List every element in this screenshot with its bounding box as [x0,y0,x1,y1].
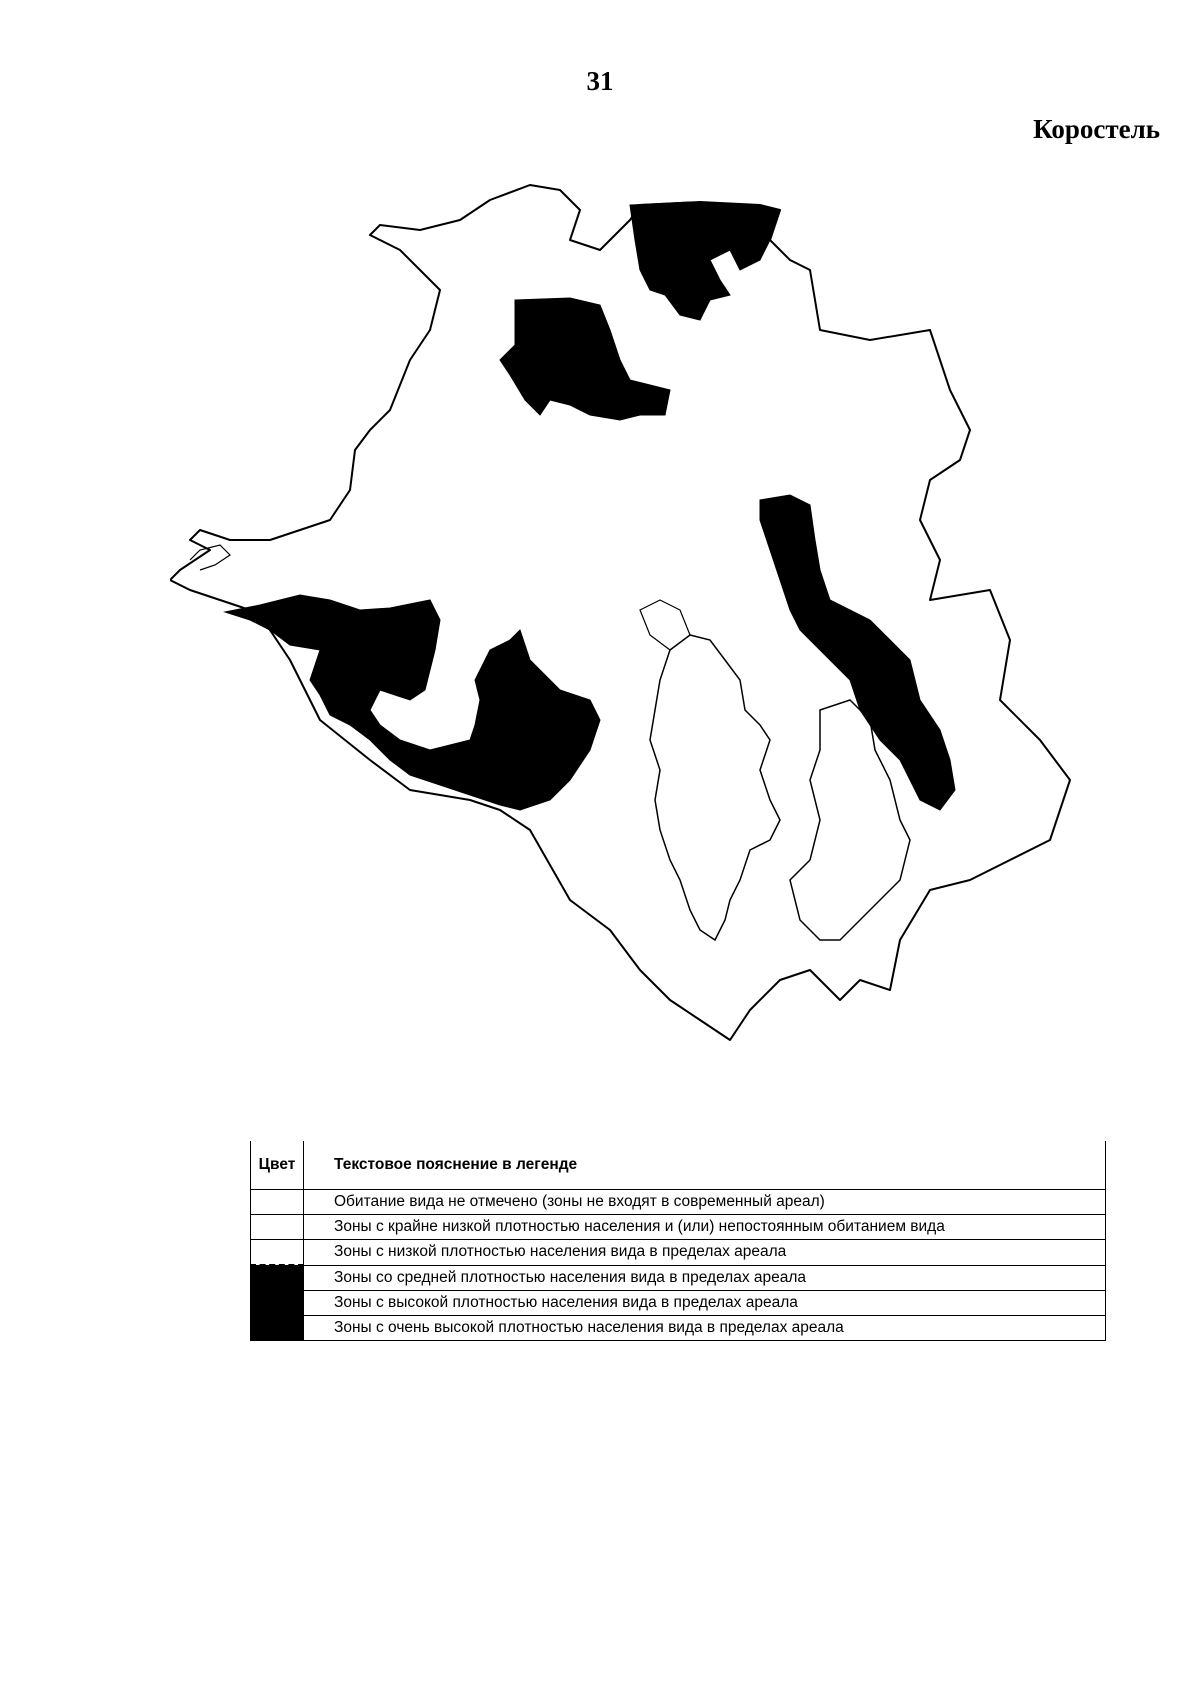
legend-table [250,1141,1106,1341]
legend-label: Зоны со средней плотностью населения вида в пределах ареала [304,1265,1106,1291]
legend-label: Обитание вида не отмечено (зоны не входят в современный ареал) [304,1190,1106,1215]
legend-row [251,1215,1106,1240]
legend-label: Зоны с очень высокой плотностью населения вида в пределах ареала [304,1316,1106,1341]
legend-header-row [251,1141,1106,1190]
legend-label: Зоны с высокой плотностью населения вида в пределах ареала [304,1291,1106,1316]
legend-swatch-black [251,1291,304,1316]
legend-swatch-black [251,1265,304,1291]
page-number: 31 [586,66,614,96]
legend-header-text: Текстовое пояснение в легенде [304,1141,1106,1190]
legend-label: Зоны с низкой плотностью населения вида в пределах ареала [304,1240,1106,1266]
legend-swatch-white [251,1215,304,1240]
legend-header-color: Цвет [251,1141,304,1190]
legend-row [251,1316,1106,1341]
legend-row [251,1190,1106,1215]
legend-label: Зоны с крайне низкой плотностью населения и (или) непостоянным обитанием вида [304,1215,1106,1240]
legend-swatch-white [251,1190,304,1215]
legend-swatch-black [251,1316,304,1341]
legend-row [251,1291,1106,1316]
legend-swatch-white [251,1240,304,1266]
species-title: Коростель [1033,114,1160,144]
legend-row [251,1240,1106,1266]
legend-row [251,1265,1106,1291]
distribution-map [170,180,1170,1140]
